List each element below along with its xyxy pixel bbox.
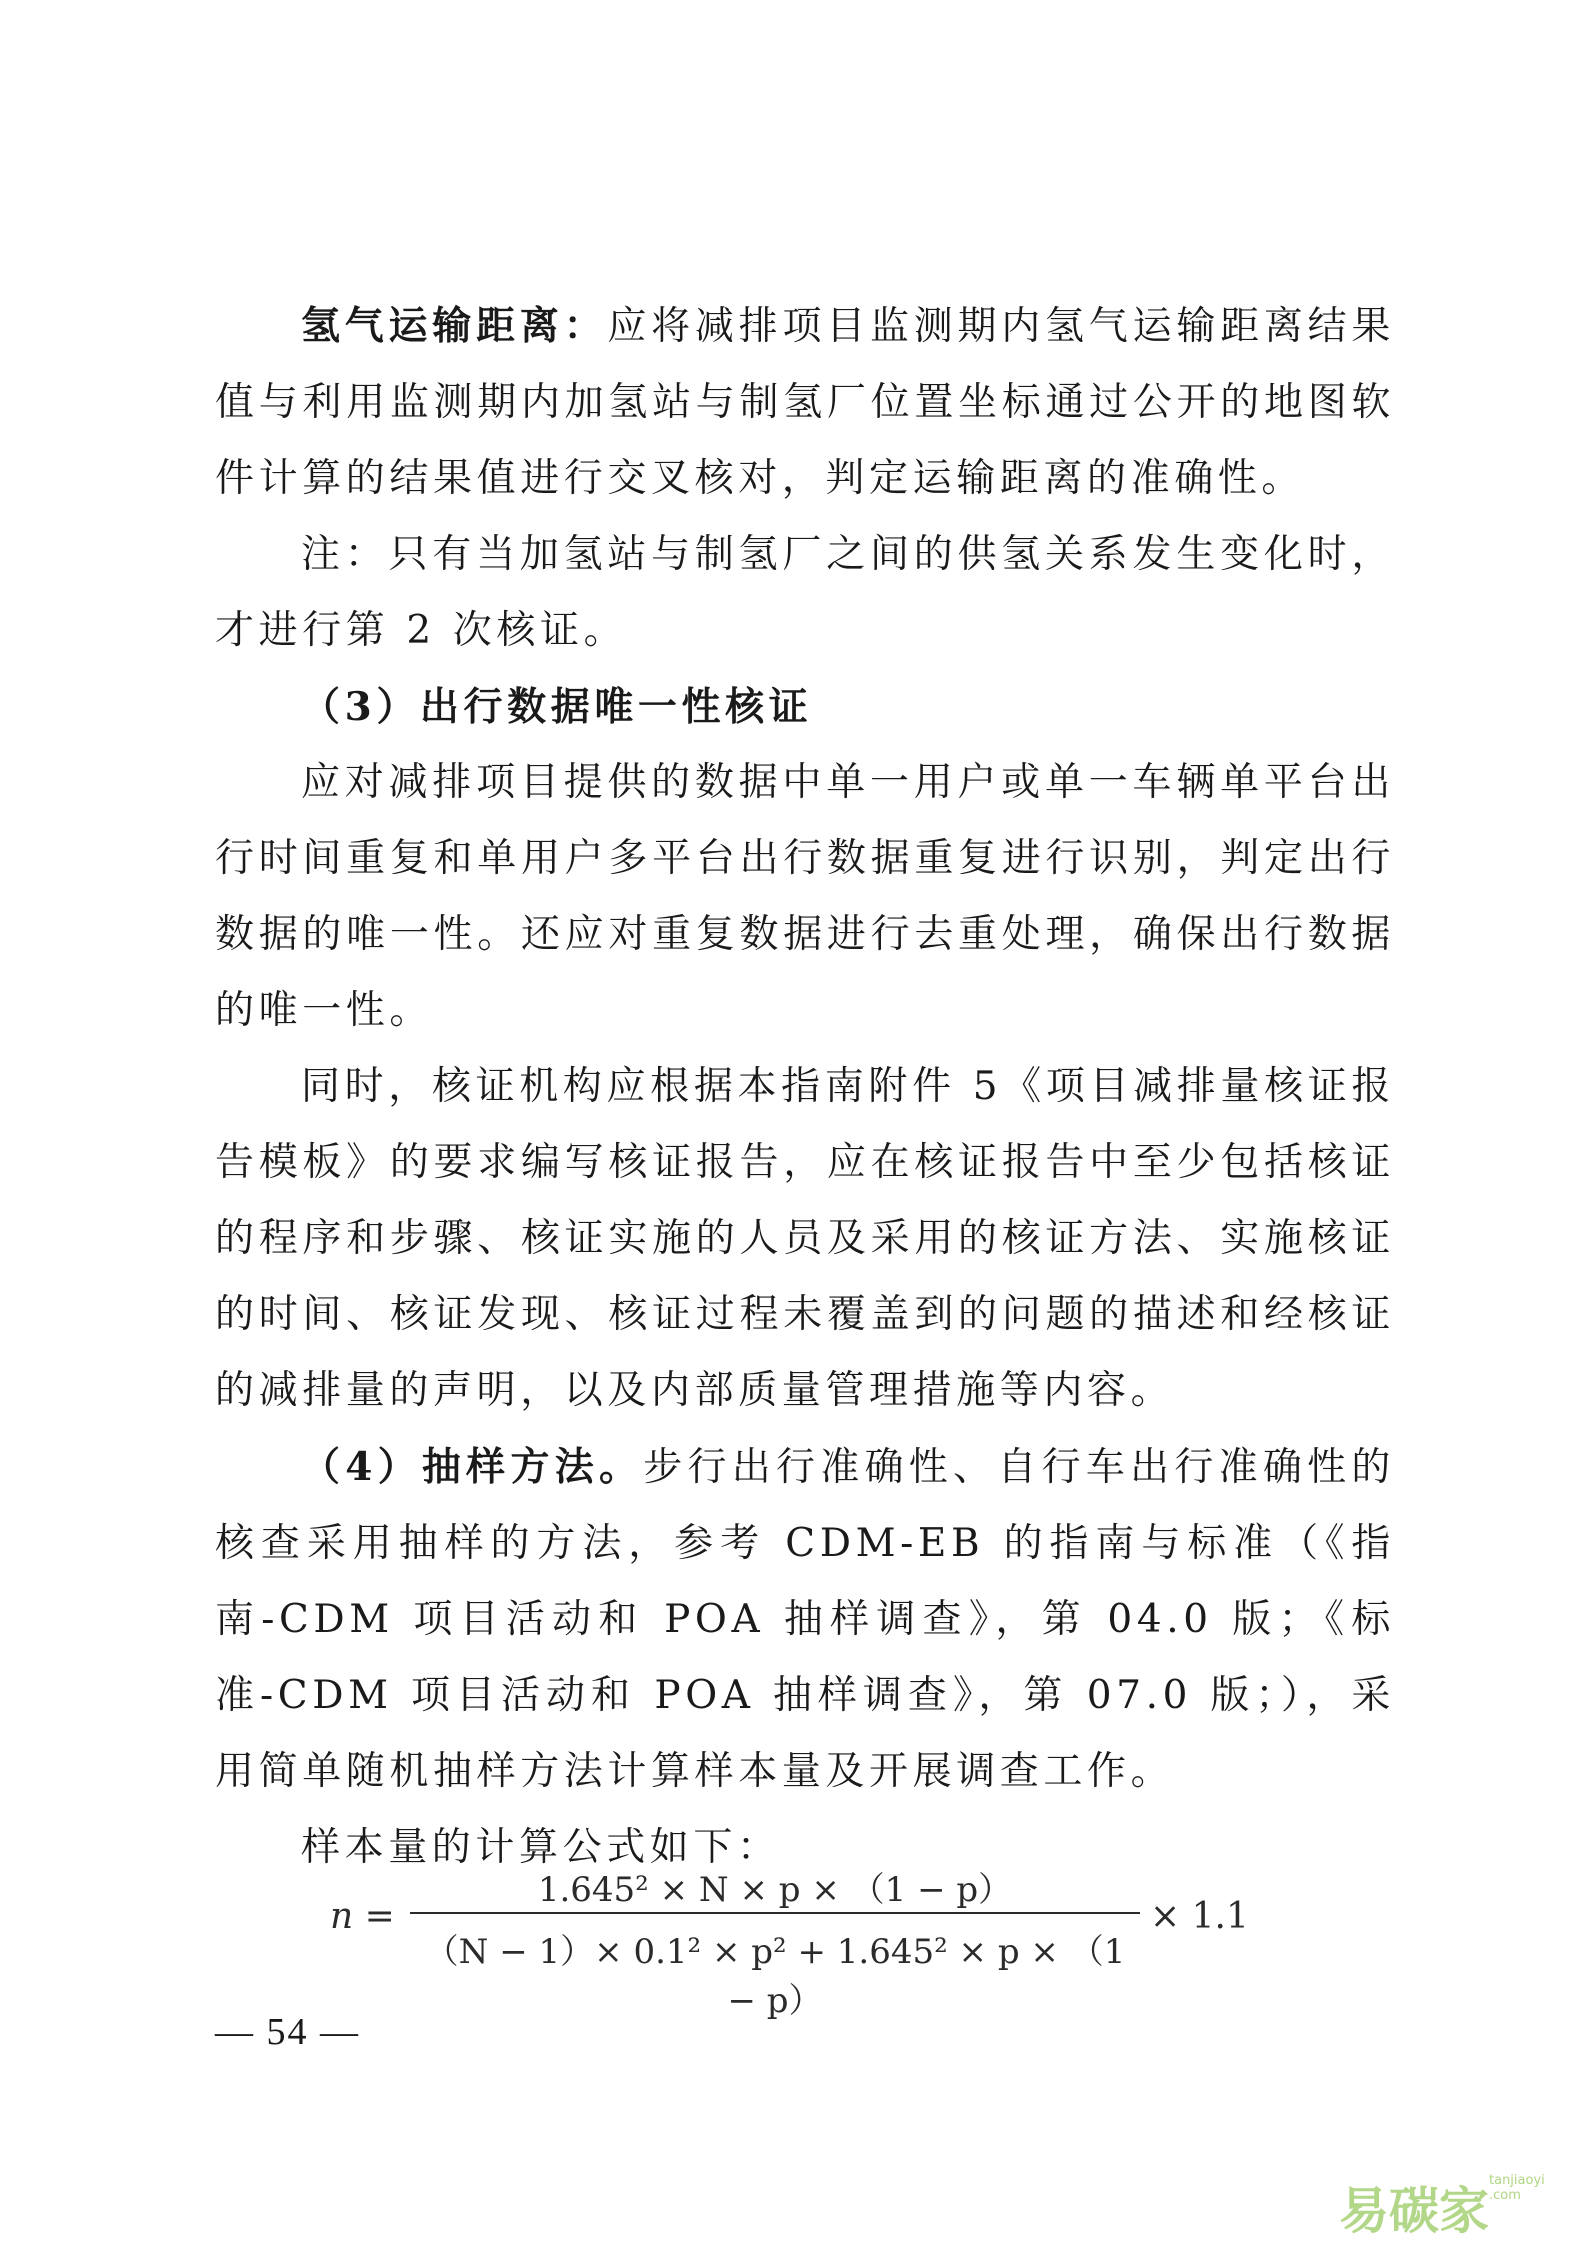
paragraph-lead-hydrogen-distance: 氢气运输距离： [301,303,608,349]
watermark-cn: 易碳家 [1339,2182,1489,2240]
paragraph-sampling [215,1429,1395,1810]
paragraph-uniqueness: 应对减排项目提供的数据中单一用户或单一车辆单平台出行时间重复和单用户多平台出行数据重复进行识别，判定出行数据的唯一性。还应对重复数据进行去重处理，确保出行数据的唯一性。 [215,760,1395,1033]
body-text [215,288,1395,1886]
heading-uniqueness: （3）出行数据唯一性核证 [301,684,813,730]
formula-numerator: 1.645² × N × p × （1 − p） [537,1870,1013,1910]
formula-denominator: （N − 1）× 0.1² × p² + 1.645² × p × （1 − p） [424,1932,1126,2021]
watermark-en: tanjiaoyi .com [1489,2173,1545,2203]
paragraph-hydrogen-distance [215,288,1395,517]
formula-fraction-bar [410,1912,1140,1914]
paragraph-text-sampling: 步行出行准确性、自行车出行准确性的核查采用抽样的方法，参考 CDM-EB 的指南与标准（《指南-CDM 项目活动和 POA 抽样调查》，第 04.0 版；《标准-CDM 项目活动和 POA 抽样调查》，第 07.0 版；），采用简单随机抽样方法计算样本量及开展调查工作。 [215,1445,1396,1794]
paragraph-text-hydrogen-distance: 应将减排项目监测期内氢气运输距离结果值与利用监测期内加氢站与制氢厂位置坐标通过公开的地图软件计算的结果值进行交叉核对，判定运输距离的准确性。 [215,304,1395,501]
watermark-logo [1339,2171,1569,2240]
page-number: — 54 — [215,2011,360,2053]
paragraph-lead-sampling: （4）抽样方法。 [301,1444,644,1490]
paragraph-report: 同时，核证机构应根据本指南附件 5《项目减排量核证报告模板》的要求编写核证报告，应在核证报告中至少包括核证的程序和步骤、核证实施的人员及采用的核证方法、实施核证的时间、核证发现、核证过程未覆盖到的问题的描述和经核证的减排量的声明，以及内部质量管理措施等内容。 [215,1064,1395,1413]
formula-lhs: n = [330,1896,395,1937]
formula-rhs: × 1.1 [1150,1896,1249,1937]
paragraph-note: 注：只有当加氢站与制氢厂之间的供氢关系发生变化时，才进行第 2 次核证。 [215,532,1395,653]
paragraph-formula-intro: 样本量的计算公式如下： [301,1825,781,1870]
sample-size-formula [330,1862,1290,2021]
